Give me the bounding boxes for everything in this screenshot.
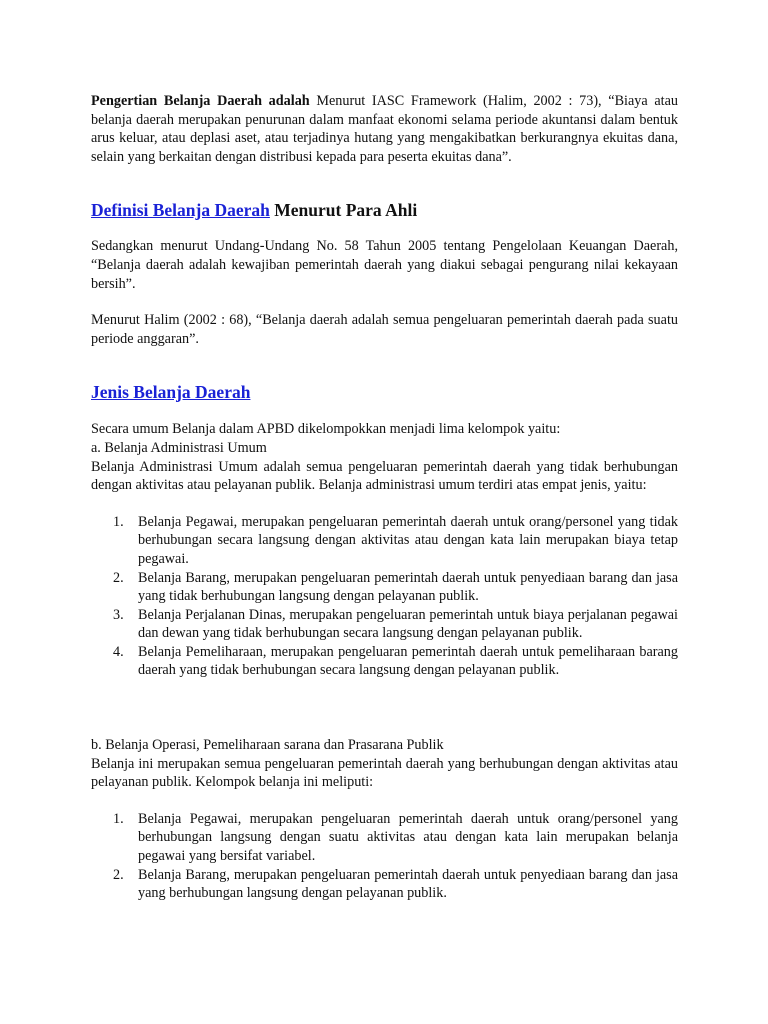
intro-text: Menurut IASC Framework (Halim, 2002 : 73), “Biaya atau belanja daerah merupakan penurunan dalam manfaat ekonomi selama periode akuntansi dalam bentuk arus keluar, atau deplasi aset, atau terjadinya hutang yang mengakibatkan berkurangnya ekuitas dana, selain yang berkaitan dengan distribusi kepada para peserta ekuitas dana”. [91, 93, 678, 165]
list-item-number: 1. [113, 810, 124, 827]
jenis-intro: Secara umum Belanja dalam APBD dikelompokkan menjadi lima kelompok yaitu: [91, 421, 561, 438]
paragraph-b: Belanja ini merupakan semua pengeluaran pemerintah daerah yang berhubungan dengan aktivitas atau pelayanan publik. Kelompok belanja ini meliputi: [91, 755, 678, 791]
intro-paragraph [91, 92, 678, 166]
definisi-heading [91, 199, 678, 221]
definisi-heading-rest: Menurut Para Ahli [269, 200, 418, 221]
sub-heading-b: b. Belanja Operasi, Pemeliharaan sarana dan Prasarana Publik [91, 737, 444, 754]
definisi-heading-link[interactable]: Definisi Belanja Daerah [91, 200, 270, 221]
list-item [91, 866, 678, 903]
list-item-text: Belanja Barang, merupakan pengeluaran pemerintah daerah untuk penyediaan barang dan jasa yang berhubungan langsung dengan pelayanan publik. [138, 866, 678, 902]
list-item-text: Belanja Pemeliharaan, merupakan pengeluaran pemerintah daerah untuk pemeliharaan barang daerah yang tidak berhubungan secara langsung dengan pelayanan publik. [138, 643, 678, 679]
jenis-heading [91, 381, 678, 403]
list-item-text: Belanja Pegawai, merupakan pengeluaran pemerintah daerah untuk orang/personel yang tidak berhubungan secara langsung dengan aktivitas atau dengan kata lain merupakan biaya tetap pegawai. [138, 513, 678, 567]
jenis-heading-link[interactable]: Jenis Belanja Daerah [91, 382, 251, 403]
list-item-number: 2. [113, 569, 124, 586]
intro-bold-term: Pengertian Belanja Daerah adalah [91, 93, 310, 109]
paragraph-a: Belanja Administrasi Umum adalah semua pengeluaran pemerintah daerah yang tidak berhubungan dengan aktivitas atau pelayanan publik. Belanja administrasi umum terdiri atas empat jenis, yaitu: [91, 458, 678, 494]
list-item-text: Belanja Pegawai, merupakan pengeluaran pemerintah daerah untuk orang/personel yang berhubungan langsung dengan suatu aktivitas atau dengan kata lain merupakan belanja pegawai yang bersifat variabel. [138, 810, 678, 865]
list-a [91, 513, 678, 680]
list-item-text: Belanja Perjalanan Dinas, merupakan pengeluaran pemerintah untuk biaya perjalanan pegawai dan dewan yang tidak berhubungan secara langsung dengan pelayanan publik. [138, 606, 678, 642]
list-item-number: 4. [113, 643, 124, 660]
list-b [91, 810, 678, 903]
list-item [91, 513, 678, 569]
list-item [91, 569, 678, 606]
list-item-text: Belanja Barang, merupakan pengeluaran pemerintah daerah untuk penyediaan barang dan jasa yang tidak berhubungan langsung dengan pelayanan publik. [138, 569, 678, 605]
list-item [91, 810, 678, 866]
list-item [91, 606, 678, 643]
definisi-paragraph-uu: Sedangkan menurut Undang-Undang No. 58 Tahun 2005 tentang Pengelolaan Keuangan Daerah, “Belanja daerah adalah kewajiban pemerintah daerah yang diakui sebagai pengurang nilai kekayaan bersih”. [91, 238, 678, 292]
list-item-number: 1. [113, 513, 124, 530]
sub-heading-a: a. Belanja Administrasi Umum [91, 439, 267, 456]
list-item-number: 3. [113, 606, 124, 623]
definisi-paragraph-halim: Menurut Halim (2002 : 68), “Belanja daerah adalah semua pengeluaran pemerintah daerah pada suatu periode anggaran”. [91, 312, 678, 347]
list-item-number: 2. [113, 866, 124, 883]
list-item [91, 643, 678, 680]
